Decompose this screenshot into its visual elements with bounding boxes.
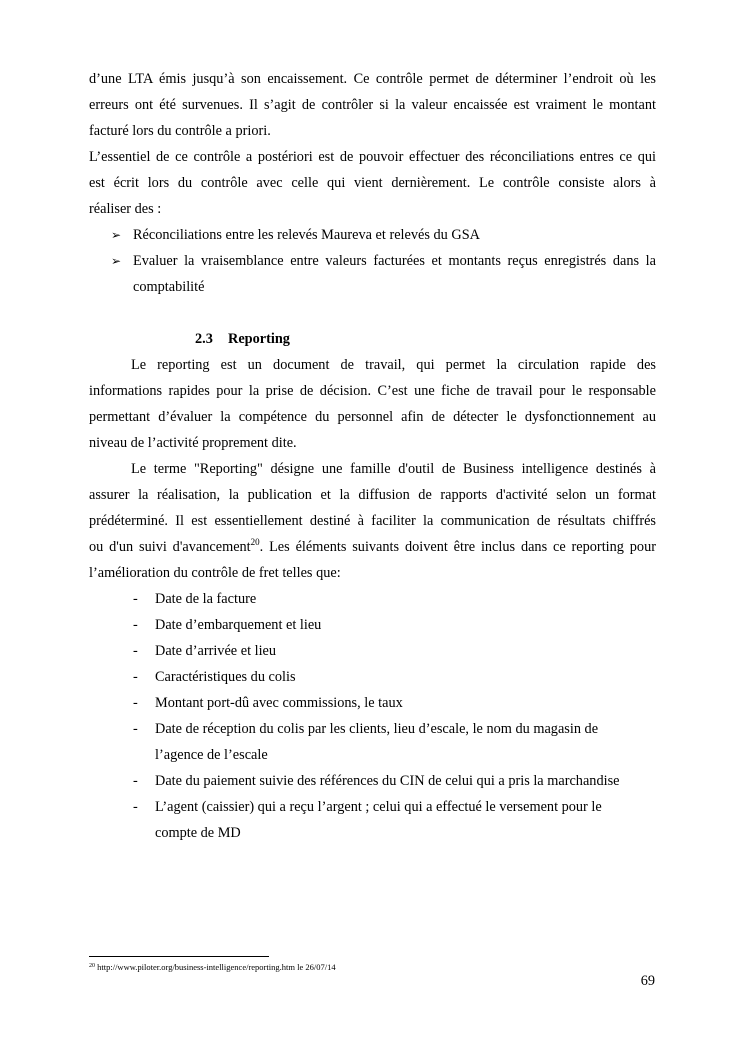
text-line <box>89 534 656 560</box>
list-item <box>89 612 656 638</box>
section-number: 2.3 <box>195 331 213 347</box>
page-body <box>89 66 656 846</box>
list-item-text: Date d’arrivée et lieu <box>155 643 277 659</box>
text-line: erreurs ont été survenues. Il s’agit de contrôler si la valeur encaissée est vraiment le montant <box>89 97 656 113</box>
text-segment: . Les éléments suivants doivent être inclus dans ce reporting pour <box>259 539 656 555</box>
text-line: Le reporting est un document de travail, qui permet la circulation rapide des <box>131 357 656 373</box>
arrow-bullet-icon: ➢ <box>111 254 122 268</box>
list-item-text: Date de la facture <box>155 591 257 607</box>
text-line: facturé lors du contrôle a priori. <box>89 123 271 139</box>
list-item-continuation: compte de MD <box>155 825 241 841</box>
footnote-reference[interactable]: 20 <box>250 537 260 547</box>
list-item-continuation: comptabilité <box>133 279 205 295</box>
dash-bullet: - <box>133 773 138 789</box>
list-item <box>89 586 656 612</box>
dash-bullet: - <box>133 643 138 659</box>
paragraph-1 <box>89 66 656 144</box>
text-line: Le terme "Reporting" désigne une famille d'outil de Business intelligence destinés à <box>131 461 656 477</box>
list-item <box>89 638 656 664</box>
text-line: permettant d’évaluer la compétence du personnel afin de détecter le dysfonctionnement au <box>89 409 656 425</box>
text-line: assurer la réalisation, la publication et la diffusion de rapports d'activité selon un format <box>89 487 656 503</box>
dash-bullet: - <box>133 799 138 815</box>
text-segment: ou d'un suivi d'avancement <box>89 539 251 555</box>
dash-bullet: - <box>133 669 138 685</box>
dash-bullet: - <box>133 591 138 607</box>
footnote-link[interactable]: http://www.piloter.org/business-intelligence/reporting.htm le 26/07/14 <box>97 962 336 972</box>
list-item <box>89 690 656 716</box>
paragraph-3 <box>89 352 656 456</box>
list-item <box>89 768 656 794</box>
text-line: niveau de l’activité proprement dite. <box>89 435 297 451</box>
footnote-number: 20 <box>89 963 95 969</box>
arrow-bullet-icon: ➢ <box>111 228 122 242</box>
paragraph-4 <box>89 456 656 586</box>
text-line: L’essentiel de ce contrôle a postériori est de pouvoir effectuer des réconciliations entres ce qui <box>89 149 656 165</box>
list-item <box>89 794 656 820</box>
list-item-text: Montant port-dû avec commissions, le taux <box>155 695 403 711</box>
footnote-separator <box>89 956 269 957</box>
text-line: est écrit lors du contrôle avec celle qui vient dernièrement. Le contrôle consiste alors à <box>89 175 656 191</box>
section-heading <box>89 326 656 352</box>
list-item-continuation: l’agence de l’escale <box>155 747 268 763</box>
dash-bullet: - <box>133 721 138 737</box>
list-item <box>89 664 656 690</box>
text-line: réaliser des : <box>89 201 162 217</box>
list-item-text: Réconciliations entre les relevés Maureva et relevés du GSA <box>133 227 480 243</box>
section-title: Reporting <box>228 331 290 347</box>
list-item <box>89 248 656 274</box>
list-item-text: Date du paiement suivie des références du CIN de celui qui a pris la marchandise <box>155 773 620 789</box>
dash-bullet: - <box>133 617 138 633</box>
list-item <box>89 716 656 742</box>
footnote <box>89 962 336 972</box>
dash-bullet: - <box>133 695 138 711</box>
text-line: informations rapides pour la prise de décision. C’est une fiche de travail pour le responsable <box>89 383 656 399</box>
dash-list <box>89 586 656 846</box>
paragraph-2 <box>89 144 656 222</box>
text-line: l’amélioration du contrôle de fret telles que: <box>89 565 341 581</box>
text-line: prédéterminé. Il est essentiellement destiné à faciliter la communication de résultats chiffrés <box>89 513 656 529</box>
list-item-text: L’agent (caissier) qui a reçu l’argent ; celui qui a effectué le versement pour le <box>155 799 602 815</box>
list-item-text: Date de réception du colis par les clients, lieu d’escale, le nom du magasin de <box>155 721 599 737</box>
text-line: d’une LTA émis jusqu’à son encaissement. Ce contrôle permet de déterminer l’endroit où les <box>89 71 656 87</box>
bullet-list <box>89 222 656 300</box>
list-item-text: Caractéristiques du colis <box>155 669 296 685</box>
list-item-text: Date d’embarquement et lieu <box>155 617 322 633</box>
list-item <box>89 222 656 248</box>
list-item-text: Evaluer la vraisemblance entre valeurs facturées et montants reçus enregistrés dans la <box>133 253 656 269</box>
page-number: 69 <box>640 973 655 989</box>
